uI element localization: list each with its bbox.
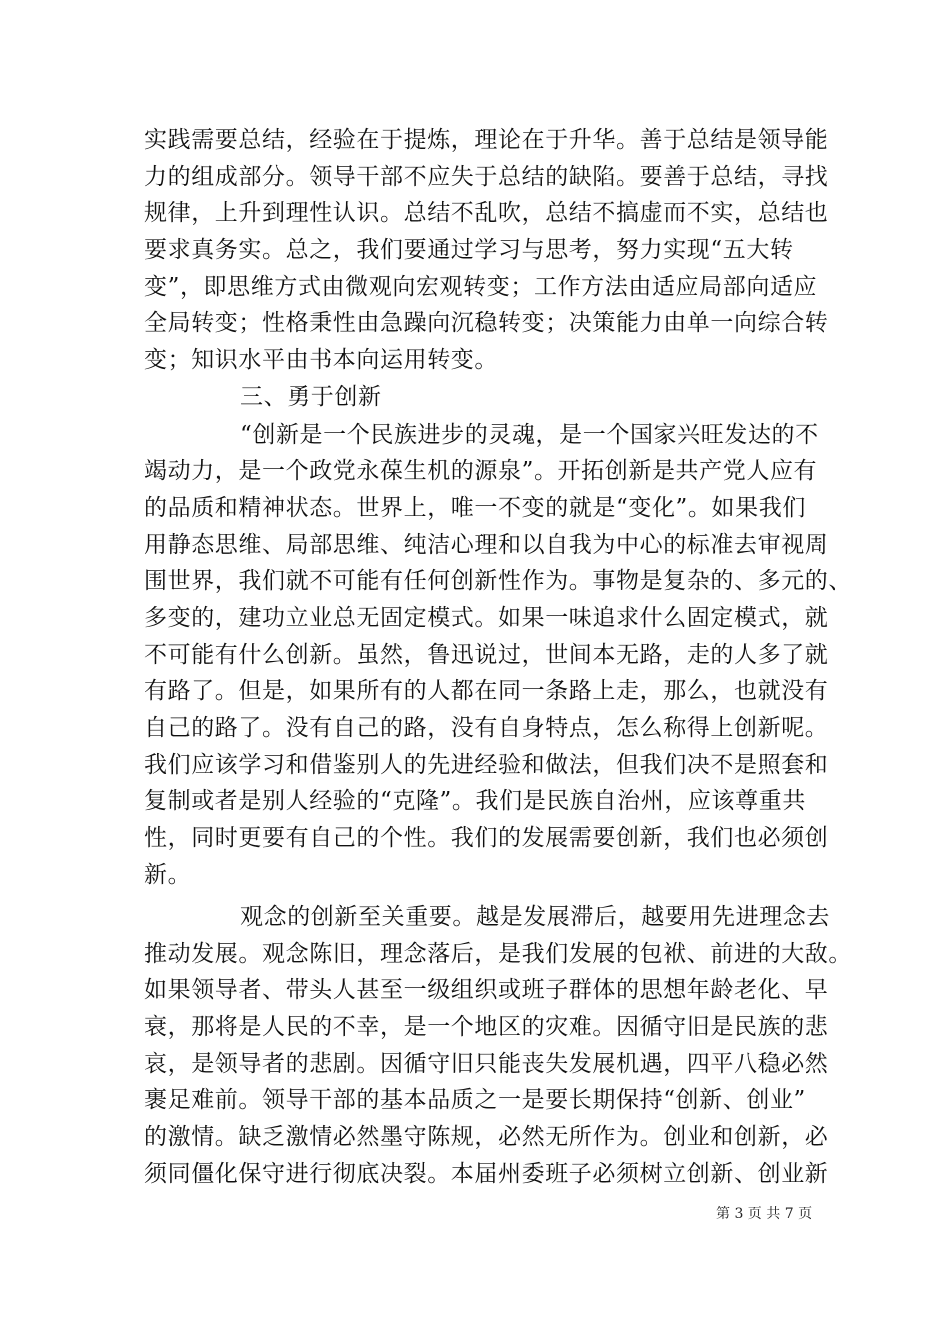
para2-line: 围世界，我们就不可能有任何创新性作为。事物是复杂的、多元的、 [144,568,852,594]
para2-line: 性，同时更要有自己的个性。我们的发展需要创新，我们也必须创 [144,825,829,851]
para1-line: 变；知识水平由书本向运用转变。 [144,347,498,373]
para1-line: 力的组成部分。领导干部不应失于总结的缺陷。要善于总结，寻找 [144,164,829,190]
para1-line: 规律，上升到理性认识。总结不乱吹，总结不搞虚而不实，总结也 [144,200,829,226]
para2-line: 有路了。但是，如果所有的人都在同一条路上走，那么，也就没有 [144,678,829,704]
para2-line: 我们应该学习和借鉴别人的先进经验和做法，但我们决不是照套和 [144,752,829,778]
para3-line: 衰，那将是人民的不幸，是一个地区的灾难。因循守旧是民族的悲 [144,1014,829,1040]
para1-line: 全局转变；性格秉性由急躁向沉稳转变；决策能力由单一向综合转 [144,310,829,336]
para2-line: 多变的，建功立业总无固定模式。如果一味追求什么固定模式，就 [144,605,829,631]
para2-line: 新。 [144,862,192,888]
para1-line: 要求真务实。总之，我们要通过学习与思考，努力实现“五大转 [144,237,794,263]
para2-line: 竭动力，是一个政党永葆生机的源泉”。开拓创新是共产党人应有 [144,458,818,484]
para3-line: 裹足难前。领导干部的基本品质之一是要长期保持“创新、创业” [144,1087,806,1113]
para2-line: 复制或者是别人经验的“克隆”。我们是民族自治州，应该尊重共 [144,788,806,814]
para3-line: 须同僵化保守进行彻底决裂。本届州委班子必须树立创新、创业新 [144,1161,829,1187]
para3-line: 推动发展。观念陈旧，理念落后，是我们发展的包袱、前进的大敌。 [144,941,852,967]
para3-line: 的激情。缺乏激情必然墨守陈规，必然无所作为。创业和创新，必 [144,1124,829,1150]
para2-line: 的品质和精神状态。世界上，唯一不变的就是“变化”。如果我们 [144,495,806,521]
para1-line: 变”，即思维方式由微观向宏观转变；工作方法由适应局部向适应 [144,274,818,300]
para2-line: 自己的路了。没有自己的路，没有自身特点，怎么称得上创新呢。 [144,715,829,741]
para3-line: 观念的创新至关重要。越是发展滞后，越要用先进理念去 [240,904,830,930]
para2-line: “创新是一个民族进步的灵魂，是一个国家兴旺发达的不 [240,422,819,448]
para2-line: 用静态思维、局部思维、纯洁心理和以自我为中心的标准去审视周 [144,532,829,558]
section-heading: 三、勇于创新 [240,384,382,410]
para3-line: 如果领导者、带头人甚至一级组织或班子群体的思想年龄老化、早 [144,977,829,1003]
para2-line: 不可能有什么创新。虽然，鲁迅说过，世间本无路，走的人多了就 [144,642,829,668]
para3-line: 哀，是领导者的悲剧。因循守旧只能丧失发展机遇，四平八稳必然 [144,1051,829,1077]
para1-line: 实践需要总结，经验在于提炼，理论在于升华。善于总结是领导能 [144,127,829,153]
page-number-footer: 第 3 页 共 7 页 [716,1206,813,1222]
